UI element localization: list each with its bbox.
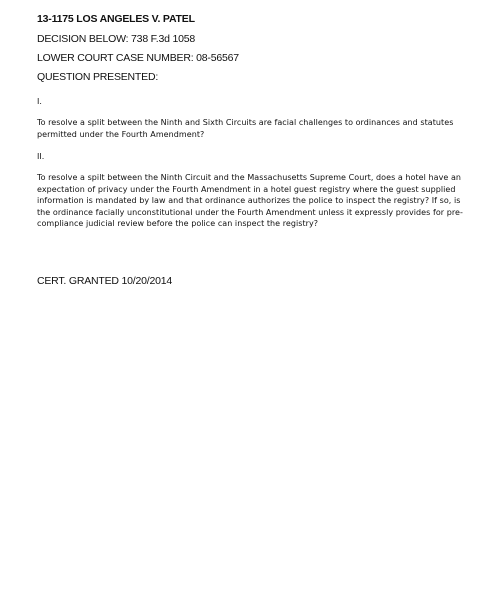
question-presented-heading: QUESTION PRESENTED:: [37, 71, 159, 83]
case-title: 13-1175 LOS ANGELES V. PATEL: [37, 13, 195, 25]
question-2-numeral: II.: [37, 152, 45, 161]
cert-granted-status: CERT. GRANTED 10/20/2014: [37, 275, 173, 287]
lower-court-case-number: LOWER COURT CASE NUMBER: 08-56567: [37, 52, 239, 64]
question-1-text: To resolve a split between the Ninth and Sixth Circuits are facial challenges to ordinances and statutes permitted under the Fourth Amendment?: [37, 118, 454, 139]
question-1-numeral: I.: [37, 97, 42, 106]
question-2-text: To resolve a spilt between the Ninth Circuit and the Massachusetts Supreme Court, does a hotel have an expectation of privacy under the Fourth Amendment in a hotel guest registry where the guest supplied information is mandated by law and that ordinance authorizes the police to inspect the registry? If so, is the ordinance facially unconstitutional under the Fourth Amendment unless it expressly provides for pre-compliance judicial review before the police can inspect the registry?: [37, 173, 463, 229]
decision-below: DECISION BELOW: 738 F.3d 1058: [37, 33, 196, 45]
